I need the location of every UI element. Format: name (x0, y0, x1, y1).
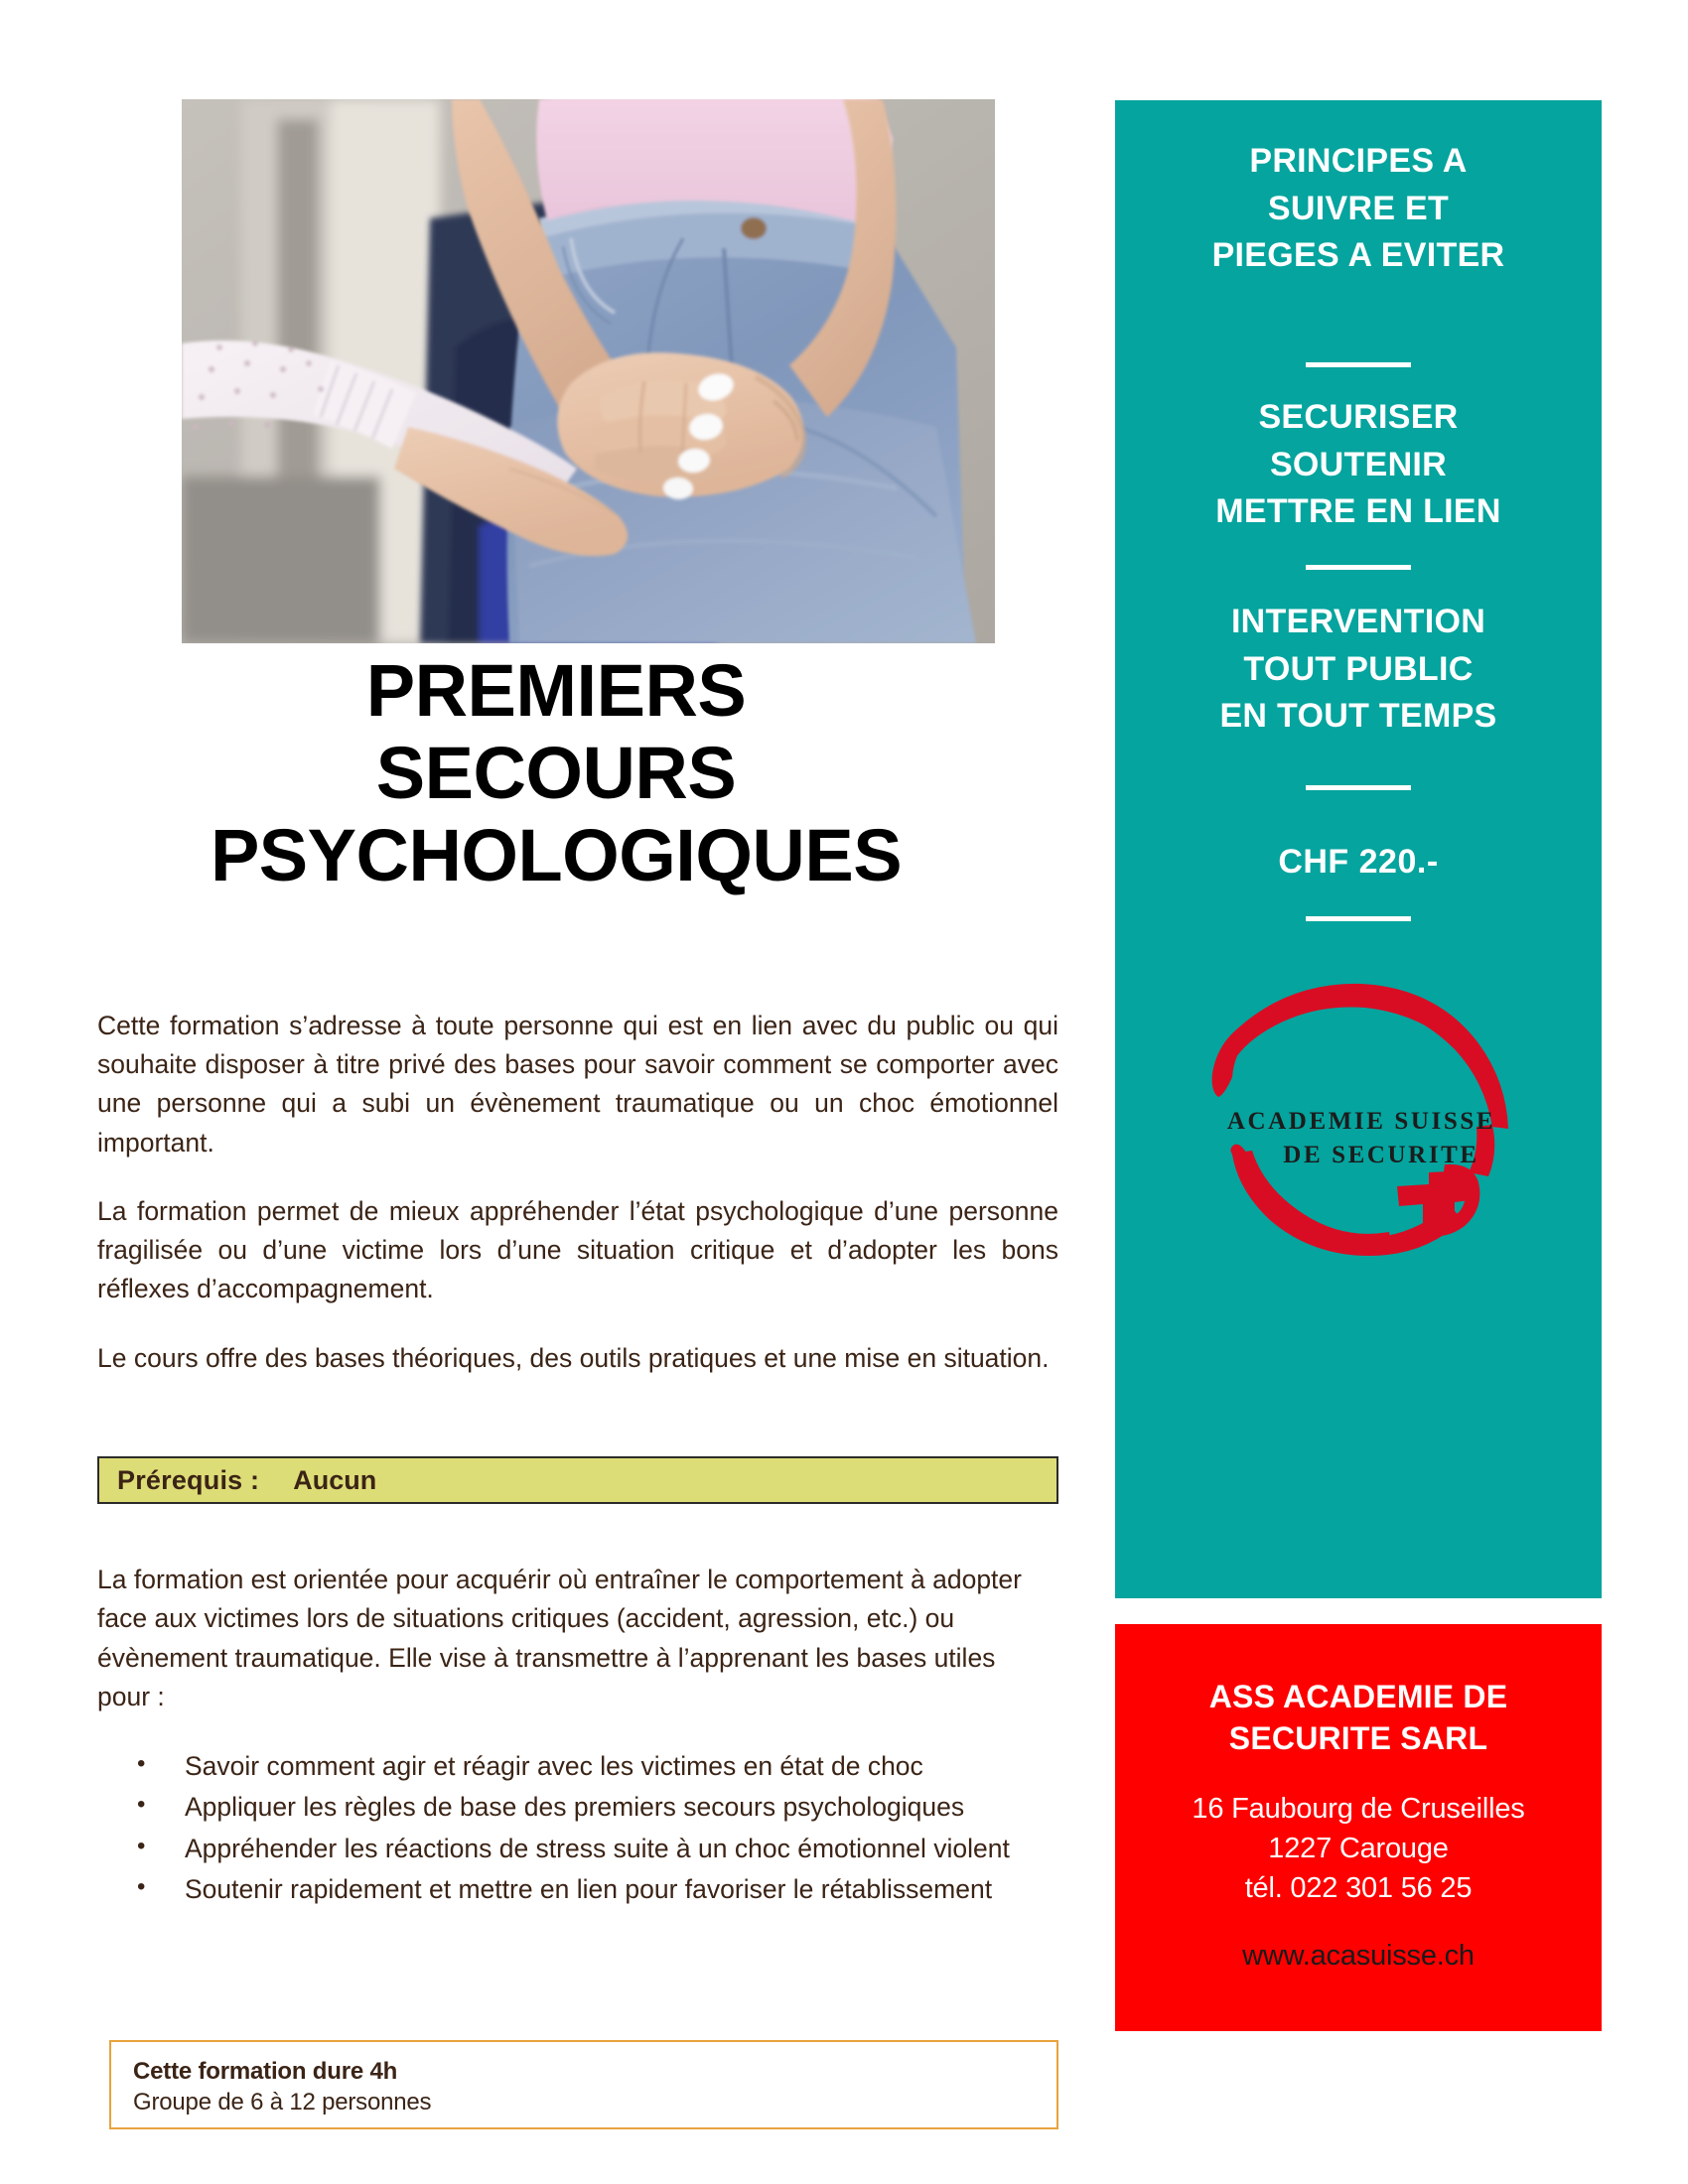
sidebar-block-1-line-3: PIEGES A EVITER (1211, 236, 1505, 275)
sidebar-block-2-line-2: SOUTENIR (1269, 445, 1448, 483)
duration-headline: Cette formation dure 4h (133, 2058, 398, 2085)
group-size-text: Groupe de 6 à 12 personnes (133, 2089, 432, 2116)
sidebar-block-2-line-3: METTRE EN LIEN (1215, 492, 1501, 531)
prerequisite-bar (97, 1456, 1058, 1504)
objectives-lead-paragraph: La formation est orientée pour acquérir où entraîner le comportement à adopter face aux victimes lors de situations critiques (accident, agression, etc.) ou évènement traumatique. Elle vise à transmettre à l’apprenant les bases utiles pour : (97, 1565, 1022, 1712)
page-title (60, 650, 1053, 897)
objectives-list (97, 1747, 1051, 1912)
list-item: • Appliquer les règles de base des premiers secours psychologiques (97, 1788, 1051, 1827)
logo-text-line-1: ACADEMIE SUISSE (1226, 1108, 1496, 1135)
title-line-2: SECOURS (375, 731, 737, 814)
logo-text-line-2: DE SECURITE (1283, 1142, 1479, 1168)
contact-phone[interactable]: tél. 022 301 56 25 (1244, 1872, 1473, 1905)
title-line-1: PREMIERS (365, 649, 747, 732)
list-item: • Savoir comment agir et réagir avec les victimes en état de choc (97, 1747, 1051, 1786)
logo-illustration (1195, 978, 1522, 1266)
sidebar-block-3-line-1: INTERVENTION (1230, 603, 1486, 640)
sidebar-block-1-line-2: SUIVRE ET (1267, 189, 1450, 227)
organisation-line-1: ASS ACADEMIE DE (1208, 1679, 1508, 1714)
organisation-name (1115, 1676, 1602, 1759)
prerequisite-label: Prérequis : (117, 1464, 260, 1495)
list-item: • Soutenir rapidement et mettre en lien pour favoriser le rétablissement (97, 1870, 1051, 1909)
sidebar-block-1-line-1: PRINCIPES A (1249, 142, 1468, 180)
contact-address (1115, 1789, 1602, 1908)
intro-paragraph-3: Le cours offre des bases théoriques, des outils pratiques et une mise en situation. (97, 1342, 1050, 1373)
academie-suisse-logo (1195, 978, 1522, 1266)
contact-box (1115, 1624, 1602, 2031)
intro-paragraph-2: La formation permet de mieux appréhender l’état psychologique d’une personne fragilisée ou d’une victime lors d’une situation critique et d’adopter les bons réflexes d’accompagnement. (97, 1195, 1058, 1304)
sidebar-block-3-line-2: TOUT PUBLIC (1243, 649, 1474, 688)
contact-website[interactable]: www.acasuisse.ch (1242, 1940, 1475, 1972)
teal-sidebar-content (1115, 100, 1602, 1598)
hero-photo-illustration (182, 99, 995, 643)
sidebar-block-principles (1115, 138, 1602, 280)
sidebar-block-intervention (1115, 599, 1602, 741)
sidebar-divider-2 (1306, 565, 1411, 570)
address-city: 1227 Carouge (1268, 1833, 1449, 1865)
intro-paragraph-1: Cette formation s’adresse à toute personne qui est en lien avec du public ou qui souhaite disposer à titre privé des bases pour savoir comment se comporter avec une personne qui a subi un évènement traumatique ou un choc émotionnel important. (97, 1011, 1058, 1158)
sidebar-block-3-line-3: EN TOUT TEMPS (1219, 697, 1497, 736)
address-street: 16 Faubourg de Cruseilles (1192, 1793, 1525, 1825)
sidebar-divider-4 (1306, 916, 1411, 921)
prerequisite-value: Aucun (293, 1464, 377, 1495)
title-line-3: PSYCHOLOGIQUES (210, 813, 903, 896)
duration-box (109, 2040, 1058, 2129)
sidebar-divider-3 (1306, 785, 1411, 790)
sidebar-block-actions (1115, 394, 1602, 536)
sidebar-divider-1 (1306, 362, 1411, 367)
sidebar-block-2-line-1: SECURISER (1258, 398, 1459, 436)
price-text: CHF 220.- (1278, 843, 1439, 881)
intro-text-block (97, 1007, 1058, 1404)
list-item: • Appréhender les réactions de stress suite à un choc émotionnel violent (97, 1830, 1051, 1868)
organisation-line-2: SECURITE SARL (1228, 1720, 1488, 1757)
hero-photo (182, 99, 995, 643)
teal-sidebar (1115, 100, 1602, 1598)
